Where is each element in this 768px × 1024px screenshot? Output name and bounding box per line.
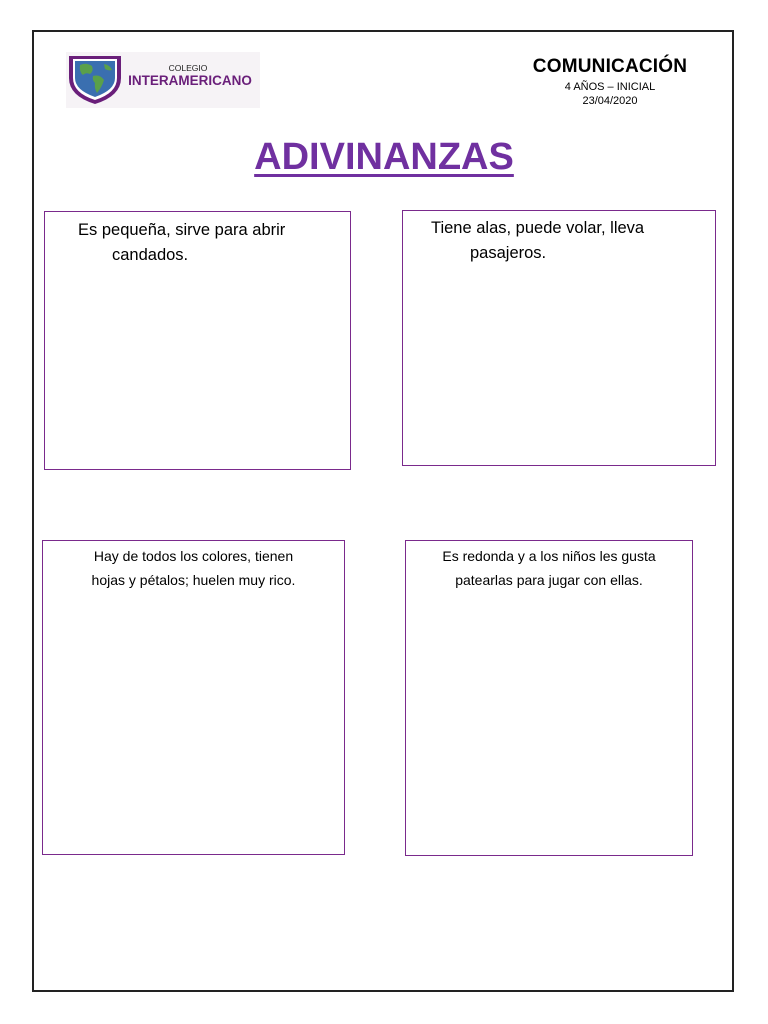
logo-large-text: INTERAMERICANO xyxy=(128,73,252,88)
header-info xyxy=(500,56,720,108)
page-title: ADIVINANZAS xyxy=(254,136,514,178)
riddle-box-1 xyxy=(44,211,351,470)
subject-title: COMUNICACIÓN xyxy=(532,56,688,77)
logo-small-text: COLEGIO xyxy=(168,63,208,73)
riddle-text-1: Es pequeña, sirve para abrir candados. xyxy=(78,221,286,264)
riddle-box-3 xyxy=(42,540,345,855)
riddle-text-2: Tiene alas, puede volar, lleva pasajeros. xyxy=(431,219,645,262)
riddle-text-3: Hay de todos los colores, tienen hojas y pétalos; huelen muy rico. xyxy=(91,548,296,588)
riddle-box-2 xyxy=(402,210,716,466)
riddle-text-4: Es redonda y a los niños les gusta patearlas para jugar con ellas. xyxy=(442,548,656,588)
date-label: 23/04/2020 xyxy=(582,95,638,107)
grade-label: 4 AÑOS – INICIAL xyxy=(564,81,656,93)
riddle-box-4 xyxy=(405,540,693,856)
school-logo xyxy=(66,52,260,108)
